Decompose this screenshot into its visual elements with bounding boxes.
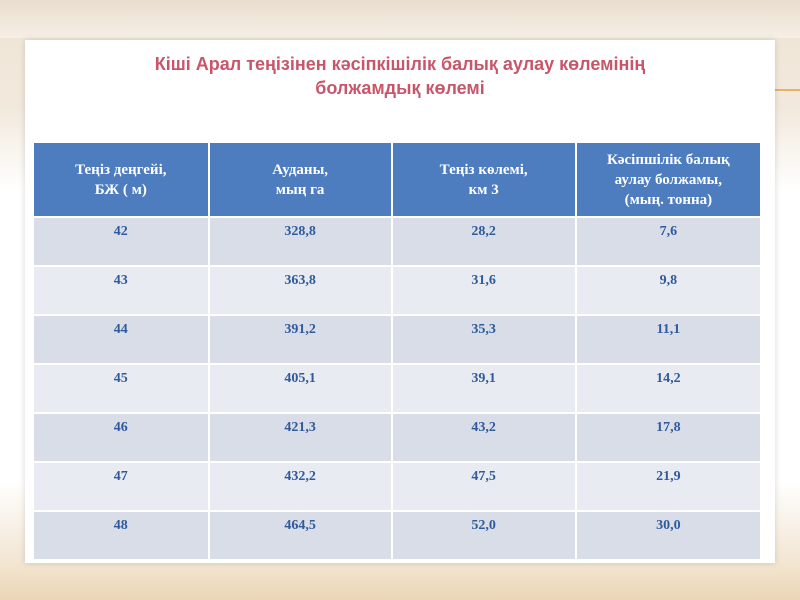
header-catch-forecast-line-3: (мың. тонна) (624, 191, 713, 208)
cell-sea-level: 48 (33, 511, 209, 559)
bottom-background-band (0, 562, 800, 600)
cell-sea-volume: 35,3 (392, 315, 576, 364)
header-sea-volume (392, 142, 576, 217)
header-catch-forecast-line-1: Кәсіпшілік балық (606, 151, 730, 168)
cell-area: 464,5 (209, 511, 392, 559)
cell-catch-forecast: 17,8 (576, 413, 761, 462)
header-catch-forecast (576, 142, 761, 217)
header-sea-level (33, 142, 209, 217)
cell-area: 328,8 (209, 217, 392, 266)
cell-sea-volume: 47,5 (392, 462, 576, 511)
cell-sea-level: 44 (33, 315, 209, 364)
header-area-line-2: мың га (275, 181, 325, 198)
cell-catch-forecast: 30,0 (576, 511, 761, 559)
cell-sea-level: 47 (33, 462, 209, 511)
cell-catch-forecast: 11,1 (576, 315, 761, 364)
table-row (33, 217, 761, 266)
cell-sea-volume: 39,1 (392, 364, 576, 413)
header-area (209, 142, 392, 217)
fish-catch-forecast-table (32, 141, 762, 559)
cell-area: 363,8 (209, 266, 392, 315)
cell-catch-forecast: 21,9 (576, 462, 761, 511)
cell-sea-level: 42 (33, 217, 209, 266)
cell-area: 405,1 (209, 364, 392, 413)
cell-sea-volume: 28,2 (392, 217, 576, 266)
cell-sea-volume: 43,2 (392, 413, 576, 462)
slide-title-line-2: болжамдық көлемі (315, 78, 485, 98)
slide-panel (25, 40, 775, 563)
cell-area: 391,2 (209, 315, 392, 364)
header-catch-forecast-line-2: аулау болжамы, (614, 171, 723, 188)
cell-sea-level: 46 (33, 413, 209, 462)
cell-area: 432,2 (209, 462, 392, 511)
slide-title-line-1: Кіші Арал теңізінен кәсіпкішілік балық аулау көлемінің (154, 54, 646, 74)
cell-catch-forecast: 14,2 (576, 364, 761, 413)
table-row (33, 364, 761, 413)
header-sea-volume-line-2: км 3 (468, 181, 499, 198)
table-row (33, 413, 761, 462)
cell-catch-forecast: 7,6 (576, 217, 761, 266)
header-sea-level-line-1: Теңіз деңгейі, (75, 161, 167, 178)
cell-sea-volume: 31,6 (392, 266, 576, 315)
top-background-band (0, 0, 800, 38)
table-row (33, 511, 761, 559)
header-sea-volume-line-1: Теңіз көлемі, (439, 161, 528, 178)
cell-sea-level: 45 (33, 364, 209, 413)
cell-catch-forecast: 9,8 (576, 266, 761, 315)
header-sea-level-line-2: БЖ ( м) (94, 181, 147, 198)
cell-area: 421,3 (209, 413, 392, 462)
table-header-row (33, 142, 761, 217)
table-row (33, 315, 761, 364)
cell-sea-level: 43 (33, 266, 209, 315)
slide-title (0, 52, 800, 100)
cell-sea-volume: 52,0 (392, 511, 576, 559)
table-row (33, 462, 761, 511)
header-area-line-1: Ауданы, (272, 161, 329, 178)
table-row (33, 266, 761, 315)
